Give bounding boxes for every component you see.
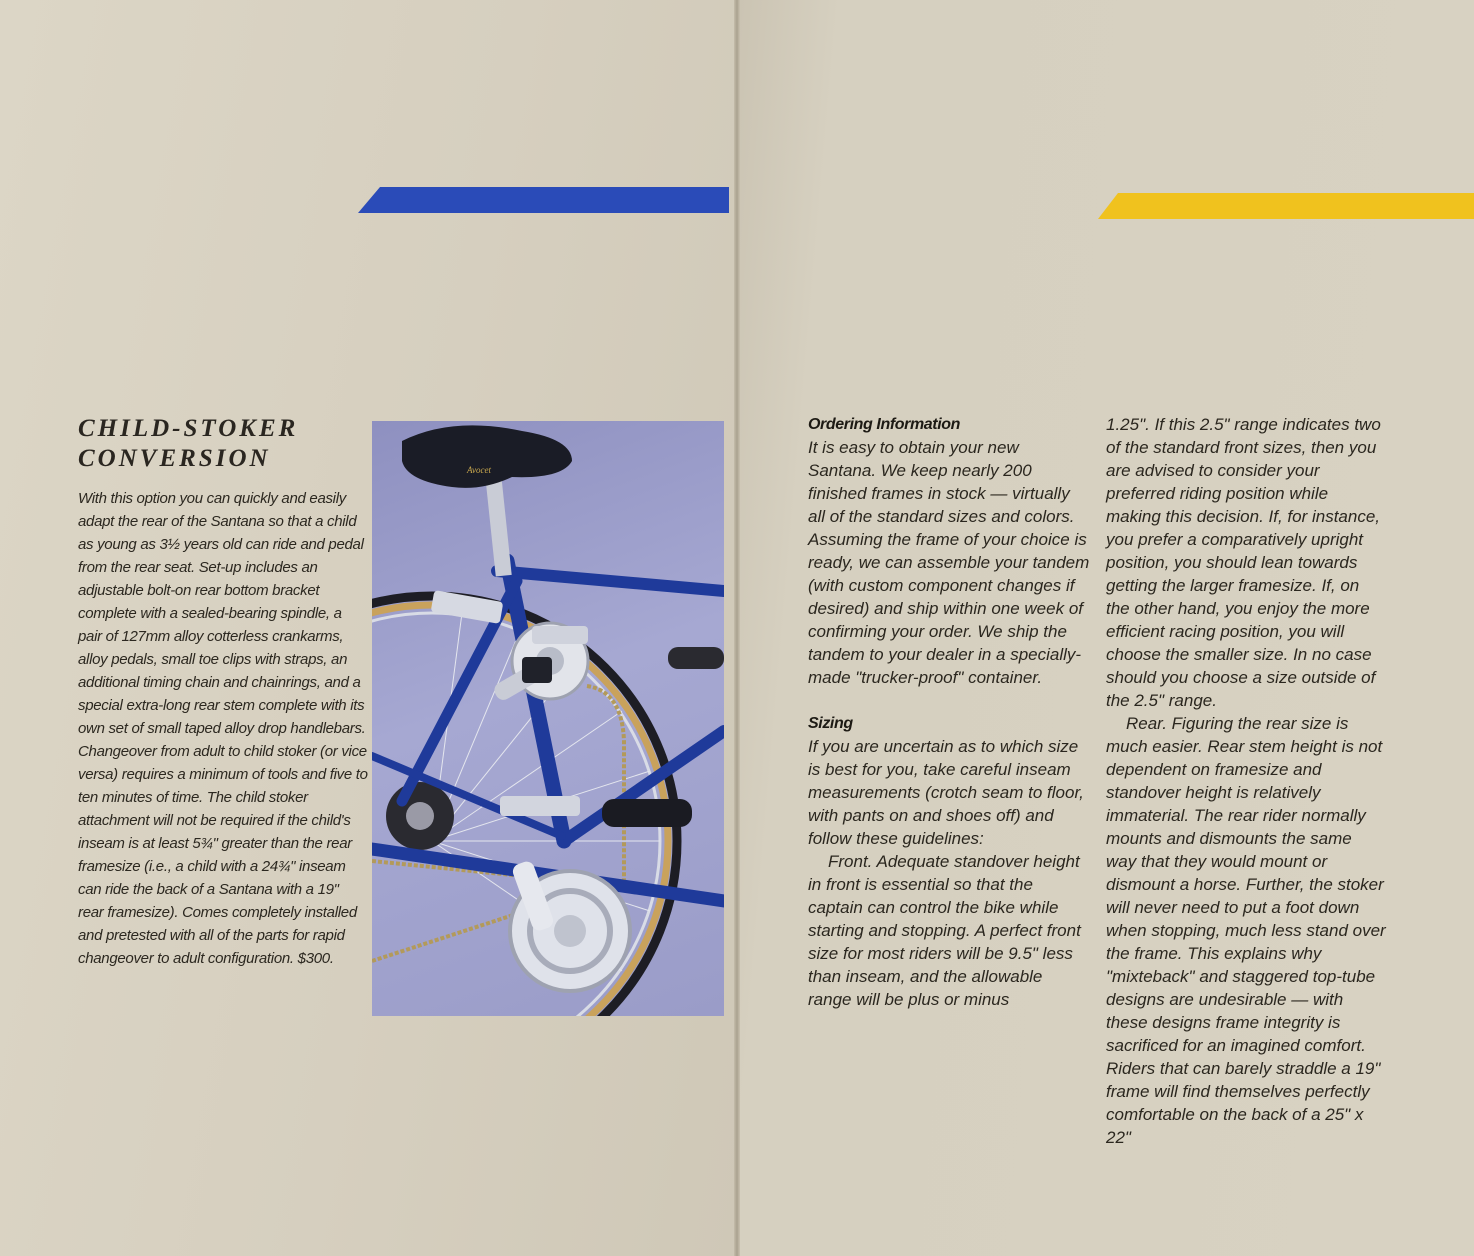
section-heading [78,414,358,474]
heading-line-1: CHILD-STOKER [78,415,299,442]
saddle-brand: Avocet [467,465,491,475]
rear-sizing-text: Rear. Figuring the rear size is much easier. Rear stem height is not dependent on framesize and standover height is relatively immaterial. The rear rider normally mounts and dismounts the same way that they would mount or dismount a horse. Further, the stoker will never need to put a foot down when stopping, much less stand over the frame. This explains why "mixteback" and staggered top-tube designs are undesirable — with these designs frame integrity is sacrificed for an imagined comfort. Riders that can barely straddle a 19" frame will find themselves perfectly comfortable on the back of a 25" x 22" [1106,714,1386,1147]
sizing-heading: Sizing [808,715,853,732]
blue-accent-stripe [358,187,729,213]
handlebar-grip [668,647,724,669]
saddle [402,425,572,576]
ordering-info-text: It is easy to obtain your new Santana. We keep nearly 200 finished frames in stock — virtually all of the standard sizes and colors. Assuming the frame of your choice is ready, we can assemble your tandem (with custom component changes if desired) and ship within one week of confirming your order. We ship the tandem to your dealer in a specially-made "trucker-proof" container. [808,438,1090,687]
column-ordering-sizing [808,413,1090,1011]
tandem-bike-photo [372,421,724,1016]
child-stoker-description: With this option you can quickly and easily adapt the rear of the Santana so that a child as young as 3½ years old can ride and pedal from the rear seat. Set-up includes an adjustable bolt-on rear bottom bracket complete with a sealed-bearing spindle, a pair of 127mm alloy cotterless crankarms, alloy pedals, small toe clips with straps, an additional timing chain and chainrings, and a special extra-long rear stem complete with its own set of small taped alloy drop handlebars. Changeover from adult to child stoker (or vice versa) requires a minimum of tools and five to ten minutes of time. The child stoker attachment will not be required if the child's inseam is at least 5¾" greater than the rear framesize (i.e., a child with a 24¾" inseam can ride the back of a Santana with a 19" rear framesize). Comes completely installed and pretested with all of the parts for rapid changeover to adult configuration. $300. [78,490,368,967]
page-fold [734,0,740,1256]
ordering-info-heading: Ordering Information [808,416,961,433]
front-sizing-text-part2: 1.25". If this 2.5" range indicates two of the standard front sizes, then you are advised to consider your preferred riding position while making this decision. If, for instance, you prefer a comparatively upright position, you should lean towards getting the larger framesize. If, on the other hand, you enjoy the more efficient racing position, you will choose the smaller size. In no case should you choose a size outside of the 2.5" range. [1106,415,1381,710]
yellow-accent-stripe [1098,193,1474,219]
front-sizing-text-part1: Front. Adequate standover height in front is essential so that the captain can control the bike while starting and stopping. A perfect front size for most riders will be 9.5" less than inseam, and the allowable range will be plus or minus [808,852,1081,1009]
sizing-intro-text: If you are uncertain as to which size is best for you, take careful inseam measurements (crotch seam to floor, with pants on and shoes off) and follow these guidelines: [808,737,1084,848]
bike-illustration [372,421,724,1016]
heading-line-2: CONVERSION [78,445,271,472]
column-sizing-continued [1106,413,1386,1149]
